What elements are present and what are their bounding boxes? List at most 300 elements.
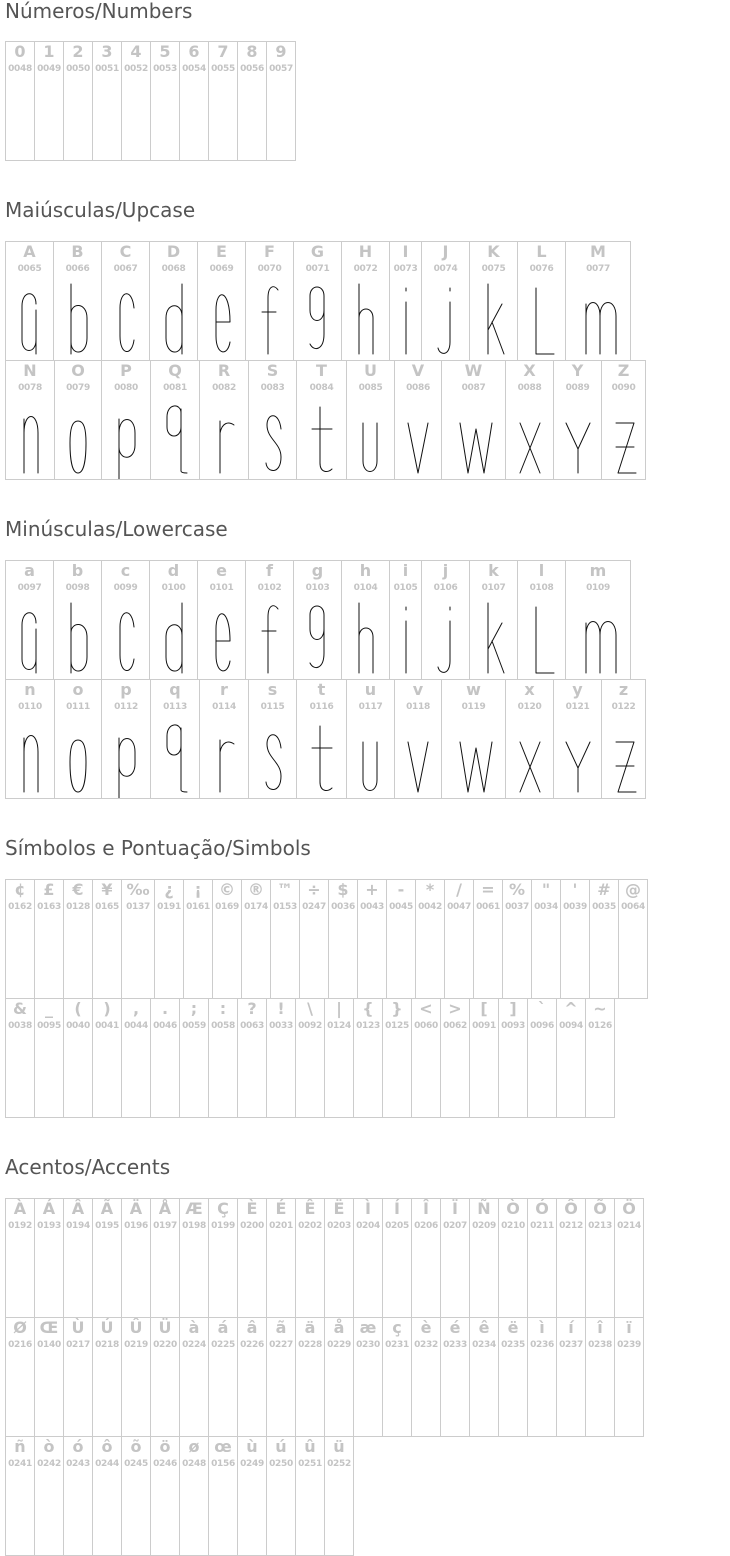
glyph-char: á xyxy=(217,1318,229,1337)
glyph-code: 0252 xyxy=(327,1459,351,1469)
glyph-cell-0200 xyxy=(237,1198,267,1318)
glyph-cell-0079 xyxy=(54,360,102,480)
glyph-cell-0210 xyxy=(498,1198,528,1318)
glyph-code: 0226 xyxy=(240,1340,264,1350)
glyph-char: p xyxy=(120,680,132,699)
glyph-code: 0125 xyxy=(385,1021,409,1031)
glyph-char: © xyxy=(219,880,235,899)
glyph-cell-0036 xyxy=(328,879,358,999)
glyph-cell-0247 xyxy=(299,879,329,999)
glyph-code: 0248 xyxy=(182,1459,206,1469)
glyph-cell-0098 xyxy=(53,560,102,680)
glyph-char: ^ xyxy=(564,999,578,1018)
glyph-char: E xyxy=(216,242,227,261)
glyph-char: ¥ xyxy=(101,880,113,899)
glyph-cell-0117 xyxy=(346,679,395,799)
glyph-cell-0249 xyxy=(237,1436,267,1556)
glyph-cell-0193 xyxy=(34,1198,64,1318)
glyph-preview-i xyxy=(389,603,422,679)
glyph-code: 0242 xyxy=(37,1459,61,1469)
glyph-cell-0251 xyxy=(295,1436,325,1556)
glyph-preview-y xyxy=(558,722,598,798)
glyph-cell-0115 xyxy=(248,679,297,799)
glyph-cell-0252 xyxy=(324,1436,354,1556)
glyph-preview-d xyxy=(154,284,194,360)
glyph-cell-0034 xyxy=(531,879,561,999)
glyph-char: 4 xyxy=(130,42,142,61)
glyph-code: 0049 xyxy=(37,64,61,74)
glyph-char: Å xyxy=(158,1199,172,1218)
glyph-cell-0242 xyxy=(34,1436,64,1556)
glyph-cell-0165 xyxy=(92,879,122,999)
glyph-cell-0044 xyxy=(121,998,151,1118)
glyph-char: Ä xyxy=(129,1199,143,1218)
glyph-cell-0162 xyxy=(5,879,35,999)
glyph-cell-0243 xyxy=(63,1436,93,1556)
glyph-char: B xyxy=(71,242,84,261)
glyph-char: o xyxy=(72,680,84,699)
glyph-char: _ xyxy=(45,999,53,1018)
glyph-code: 0239 xyxy=(617,1340,641,1350)
glyph-code: 0206 xyxy=(414,1221,438,1231)
glyph-char: + xyxy=(365,880,379,899)
glyph-cell-0239 xyxy=(614,1317,644,1437)
glyph-char: { xyxy=(362,999,374,1018)
glyph-cell-0214 xyxy=(614,1198,644,1318)
glyph-char: n xyxy=(24,680,36,699)
glyph-preview-i xyxy=(389,284,422,360)
glyph-char: ú xyxy=(275,1437,287,1456)
glyph-char: G xyxy=(310,242,325,261)
glyph-cell-0071 xyxy=(293,241,342,361)
glyph-preview-n xyxy=(10,722,50,798)
glyph-char: Ò xyxy=(506,1199,520,1218)
glyph-cell-0088 xyxy=(505,360,554,480)
glyph-code: 0169 xyxy=(215,902,239,912)
glyph-cell-0082 xyxy=(199,360,249,480)
glyph-cell-0192 xyxy=(5,1198,35,1318)
glyph-char: 8 xyxy=(246,42,258,61)
glyph-cell-0097 xyxy=(5,560,54,680)
glyph-char: Ï xyxy=(452,1199,458,1218)
glyph-char: æ xyxy=(359,1318,377,1337)
glyph-code: 0103 xyxy=(305,583,330,593)
glyph-char: ì xyxy=(539,1318,545,1337)
glyph-cell-0203 xyxy=(324,1198,354,1318)
glyph-cell-0213 xyxy=(585,1198,615,1318)
glyph-preview-q xyxy=(155,403,195,479)
glyph-cell-0072 xyxy=(341,241,390,361)
glyph-preview-n xyxy=(10,403,50,479)
glyph-code: 0123 xyxy=(356,1021,380,1031)
glyph-char: J xyxy=(442,242,449,261)
glyph-cell-0211 xyxy=(527,1198,557,1318)
glyph-char: ¡ xyxy=(194,880,202,899)
glyph-char: € xyxy=(72,880,84,899)
glyph-preview-s xyxy=(253,403,293,479)
glyph-preview-z xyxy=(604,403,644,479)
glyph-cell-0060 xyxy=(411,998,441,1118)
glyph-char: £ xyxy=(43,880,55,899)
glyph-code: 0096 xyxy=(530,1021,554,1031)
glyph-preview-j xyxy=(426,284,466,360)
glyph-code: 0128 xyxy=(66,902,90,912)
glyph-code: 0201 xyxy=(269,1221,293,1231)
glyph-code: 0238 xyxy=(588,1340,612,1350)
glyph-code: 0211 xyxy=(530,1221,554,1231)
glyph-preview-r xyxy=(204,722,244,798)
glyph-char: 9 xyxy=(275,42,287,61)
glyph-code: 0230 xyxy=(356,1340,380,1350)
glyph-cell-0104 xyxy=(341,560,390,680)
glyph-cell-0050 xyxy=(63,41,93,161)
glyph-cell-0126 xyxy=(585,998,615,1118)
glyph-preview-b xyxy=(58,603,98,679)
glyph-cell-0063 xyxy=(237,998,267,1118)
glyph-char: Y xyxy=(571,361,584,380)
glyph-code: 0053 xyxy=(153,64,177,74)
glyph-cell-0096 xyxy=(527,998,557,1118)
glyph-char: Ô xyxy=(564,1199,578,1218)
glyph-preview-e xyxy=(202,284,242,360)
glyph-code: 0204 xyxy=(356,1221,380,1231)
glyph-char: à xyxy=(188,1318,200,1337)
glyph-code: 0068 xyxy=(161,264,186,274)
glyph-preview-a xyxy=(10,603,50,679)
glyph-code: 0115 xyxy=(260,702,285,712)
glyph-code: 0124 xyxy=(327,1021,351,1031)
glyph-char: v xyxy=(412,680,424,699)
glyph-cell-0075 xyxy=(469,241,518,361)
glyph-cell-0201 xyxy=(266,1198,296,1318)
glyph-code: 0036 xyxy=(331,902,355,912)
glyph-char: Ç xyxy=(217,1199,229,1218)
glyph-cell-0229 xyxy=(324,1317,354,1437)
glyph-char: Œ xyxy=(39,1318,59,1337)
glyph-code: 0217 xyxy=(66,1340,90,1350)
glyph-char: . xyxy=(161,999,169,1018)
glyph-code: 0216 xyxy=(8,1340,32,1350)
glyph-char: â xyxy=(246,1318,258,1337)
glyph-char: å xyxy=(333,1318,345,1337)
glyph-code: 0075 xyxy=(481,264,506,274)
glyph-code: 0065 xyxy=(17,264,42,274)
glyph-char: ‰ xyxy=(126,880,150,899)
glyph-preview-v xyxy=(398,722,438,798)
glyph-cell-0111 xyxy=(54,679,102,799)
glyph-code: 0107 xyxy=(481,583,506,593)
glyph-char: | xyxy=(336,999,342,1018)
glyph-code: 0074 xyxy=(433,264,458,274)
glyph-code: 0069 xyxy=(209,264,234,274)
glyph-char: 2 xyxy=(72,42,84,61)
glyph-code: 0067 xyxy=(113,264,138,274)
glyph-code: 0104 xyxy=(353,583,378,593)
glyph-preview-s xyxy=(253,722,293,798)
glyph-preview-y xyxy=(558,403,598,479)
glyph-cell-0045 xyxy=(386,879,416,999)
glyph-cell-0124 xyxy=(324,998,354,1118)
glyph-char: f xyxy=(266,561,273,580)
glyph-cell-0219 xyxy=(121,1317,151,1437)
glyph-code: 0163 xyxy=(37,902,61,912)
glyph-cell-0231 xyxy=(382,1317,412,1437)
glyph-code: 0055 xyxy=(211,64,235,74)
glyph-preview-h xyxy=(346,603,386,679)
section-title-lowercase: Minúsculas/Lowercase xyxy=(5,517,228,541)
glyph-cell-0058 xyxy=(208,998,238,1118)
glyph-char: ` xyxy=(538,999,546,1018)
glyph-char: ò xyxy=(43,1437,55,1456)
glyph-char: õ xyxy=(130,1437,142,1456)
glyph-char: s xyxy=(267,680,278,699)
glyph-char: z xyxy=(618,680,629,699)
glyph-cell-0116 xyxy=(296,679,347,799)
glyph-char: i xyxy=(402,561,409,580)
glyph-code: 0039 xyxy=(563,902,587,912)
glyph-char: t xyxy=(317,680,326,699)
glyph-char: H xyxy=(358,242,373,261)
glyph-cell-0122 xyxy=(601,679,646,799)
glyph-char: í xyxy=(568,1318,574,1337)
glyph-cell-0033 xyxy=(266,998,296,1118)
glyph-code: 0070 xyxy=(257,264,282,274)
glyph-code: 0198 xyxy=(182,1221,206,1231)
glyph-cell-0085 xyxy=(346,360,395,480)
glyph-preview-f xyxy=(250,284,290,360)
glyph-char: ê xyxy=(478,1318,490,1337)
glyph-cell-0052 xyxy=(121,41,151,161)
glyph-code: 0113 xyxy=(163,702,187,712)
glyph-code: 0077 xyxy=(586,264,610,274)
glyph-code: 0191 xyxy=(157,902,181,912)
glyph-char: ö xyxy=(159,1437,171,1456)
glyph-cell-0114 xyxy=(199,679,249,799)
glyph-char: 1 xyxy=(43,42,55,61)
glyph-preview-f xyxy=(250,603,290,679)
glyph-char: ¿ xyxy=(164,880,174,899)
glyph-char: @ xyxy=(625,880,641,899)
glyph-cell-0156 xyxy=(208,1436,238,1556)
glyph-code: 0153 xyxy=(273,902,297,912)
glyph-char: ÷ xyxy=(307,880,321,899)
glyph-char: & xyxy=(13,999,27,1018)
glyph-char: Ø xyxy=(13,1318,27,1337)
glyph-cell-0245 xyxy=(121,1436,151,1556)
glyph-preview-z xyxy=(604,722,644,798)
glyph-char: \ xyxy=(307,999,313,1018)
glyph-cell-0121 xyxy=(553,679,602,799)
glyph-code: 0063 xyxy=(240,1021,264,1031)
glyph-code: 0035 xyxy=(592,902,616,912)
glyph-code: 0224 xyxy=(182,1340,206,1350)
glyph-preview-j xyxy=(426,603,466,679)
glyph-cell-0202 xyxy=(295,1198,325,1318)
glyph-code: 0078 xyxy=(18,383,42,393)
glyph-char: k xyxy=(488,561,499,580)
glyph-code: 0122 xyxy=(611,702,636,712)
glyph-cell-0049 xyxy=(34,41,64,161)
glyph-code: 0236 xyxy=(530,1340,554,1350)
glyph-char: Á xyxy=(42,1199,56,1218)
glyph-char: Ù xyxy=(71,1318,85,1337)
glyph-code: 0050 xyxy=(66,64,90,74)
glyph-code: 0047 xyxy=(447,902,471,912)
glyph-cell-0057 xyxy=(266,41,296,161)
glyph-code: 0165 xyxy=(95,902,119,912)
glyph-char: 6 xyxy=(188,42,200,61)
glyph-cell-0056 xyxy=(237,41,267,161)
glyph-cell-0053 xyxy=(150,41,180,161)
glyph-cell-0077 xyxy=(565,241,631,361)
glyph-cell-0250 xyxy=(266,1436,296,1556)
glyph-cell-0237 xyxy=(556,1317,586,1437)
glyph-code: 0205 xyxy=(385,1221,409,1231)
glyph-char: l xyxy=(538,561,545,580)
glyph-code: 0197 xyxy=(153,1221,177,1231)
glyph-code: 0100 xyxy=(161,583,186,593)
glyph-char: ï xyxy=(626,1318,632,1337)
glyph-char: Í xyxy=(394,1199,400,1218)
glyph-cell-0084 xyxy=(296,360,347,480)
glyph-cell-0110 xyxy=(5,679,55,799)
glyph-preview-h xyxy=(346,284,386,360)
glyph-char: [ xyxy=(480,999,488,1018)
glyph-char: " xyxy=(541,880,551,899)
glyph-code: 0212 xyxy=(559,1221,583,1231)
glyph-cell-0195 xyxy=(92,1198,122,1318)
glyph-char: ; xyxy=(190,999,198,1018)
glyph-cell-0194 xyxy=(63,1198,93,1318)
glyph-code: 0232 xyxy=(414,1340,438,1350)
glyph-char: ë xyxy=(507,1318,519,1337)
glyph-code: 0109 xyxy=(586,583,610,593)
glyph-char: ¢ xyxy=(14,880,26,899)
glyph-code: 0062 xyxy=(443,1021,467,1031)
glyph-preview-d xyxy=(154,603,194,679)
glyph-cell-0216 xyxy=(5,1317,35,1437)
glyph-code: 0091 xyxy=(472,1021,496,1031)
glyph-code: 0235 xyxy=(501,1340,525,1350)
glyph-code: 0194 xyxy=(66,1221,90,1231)
glyph-code: 0046 xyxy=(153,1021,177,1031)
glyph-code: 0092 xyxy=(298,1021,322,1031)
glyph-cell-0099 xyxy=(101,560,150,680)
glyph-code: 0114 xyxy=(212,702,236,712)
glyph-cell-0204 xyxy=(353,1198,383,1318)
glyph-preview-q xyxy=(155,722,195,798)
glyph-char: r xyxy=(220,680,228,699)
glyph-char: D xyxy=(166,242,181,261)
glyph-code: 0073 xyxy=(393,264,418,274)
glyph-preview-x xyxy=(510,722,550,798)
glyph-code: 0101 xyxy=(209,583,234,593)
glyph-cell-0066 xyxy=(53,241,102,361)
glyph-cell-0076 xyxy=(517,241,566,361)
section-title-upcase: Maiúsculas/Upcase xyxy=(5,198,196,222)
glyph-cell-0102 xyxy=(245,560,294,680)
glyph-char: ' xyxy=(572,880,578,899)
glyph-code: 0085 xyxy=(358,383,383,393)
glyph-code: 0042 xyxy=(418,902,442,912)
glyph-cell-0230 xyxy=(353,1317,383,1437)
glyph-cell-0108 xyxy=(517,560,566,680)
glyph-cell-0083 xyxy=(248,360,297,480)
glyph-char: $ xyxy=(337,880,349,899)
glyph-cell-0109 xyxy=(565,560,631,680)
glyph-char: T xyxy=(316,361,327,380)
glyph-code: 0051 xyxy=(95,64,119,74)
glyph-code: 0105 xyxy=(393,583,418,593)
glyph-code: 0156 xyxy=(211,1459,235,1469)
glyph-char: Z xyxy=(617,361,630,380)
glyph-char: œ xyxy=(214,1437,232,1456)
glyph-code: 0202 xyxy=(298,1221,322,1231)
glyph-preview-u xyxy=(351,722,391,798)
section-title-symbols: Símbolos e Pontuação/Simbols xyxy=(5,836,311,860)
glyph-preview-p xyxy=(106,403,146,479)
glyph-code: 0064 xyxy=(621,902,645,912)
glyph-preview-t xyxy=(302,722,342,798)
glyph-char: = xyxy=(481,880,495,899)
glyph-char: V xyxy=(411,361,425,380)
glyph-cell-0046 xyxy=(150,998,180,1118)
glyph-code: 0210 xyxy=(501,1221,525,1231)
glyph-preview-p xyxy=(106,722,146,798)
glyph-char: W xyxy=(464,361,483,380)
glyph-cell-0093 xyxy=(498,998,528,1118)
glyph-cell-0217 xyxy=(63,1317,93,1437)
glyph-code: 0060 xyxy=(414,1021,438,1031)
glyph-code: 0083 xyxy=(260,383,285,393)
glyph-char: R xyxy=(217,361,231,380)
glyph-code: 0052 xyxy=(124,64,148,74)
glyph-code: 0196 xyxy=(124,1221,148,1231)
glyph-code: 0038 xyxy=(8,1021,32,1031)
glyph-preview-w xyxy=(454,722,494,798)
glyph-char: q xyxy=(169,680,181,699)
glyph-cell-0105 xyxy=(389,560,422,680)
glyph-cell-0191 xyxy=(154,879,184,999)
glyph-cell-0089 xyxy=(553,360,602,480)
glyph-preview-k xyxy=(474,284,514,360)
glyph-cell-0094 xyxy=(556,998,586,1118)
glyph-char: # xyxy=(597,880,611,899)
glyph-code: 0110 xyxy=(18,702,42,712)
glyph-cell-0226 xyxy=(237,1317,267,1437)
glyph-code: 0079 xyxy=(66,383,90,393)
glyph-code: 0094 xyxy=(559,1021,583,1031)
glyph-code: 0056 xyxy=(240,64,264,74)
glyph-cell-0040 xyxy=(63,998,93,1118)
glyph-cell-0086 xyxy=(394,360,442,480)
glyph-char: ù xyxy=(246,1437,258,1456)
section-title-numbers: Números/Numbers xyxy=(5,0,193,23)
glyph-code: 0059 xyxy=(182,1021,206,1031)
glyph-code: 0207 xyxy=(443,1221,467,1231)
glyph-cell-0095 xyxy=(34,998,64,1118)
glyph-code: 0089 xyxy=(565,383,590,393)
glyph-char: A xyxy=(23,242,36,261)
glyph-code: 0247 xyxy=(302,902,326,912)
glyph-code: 0034 xyxy=(534,902,558,912)
glyph-code: 0228 xyxy=(298,1340,322,1350)
glyph-code: 0137 xyxy=(126,902,150,912)
glyph-cell-0199 xyxy=(208,1198,238,1318)
glyph-code: 0220 xyxy=(153,1340,177,1350)
glyph-char: * xyxy=(425,880,435,899)
glyph-char: 5 xyxy=(159,42,171,61)
